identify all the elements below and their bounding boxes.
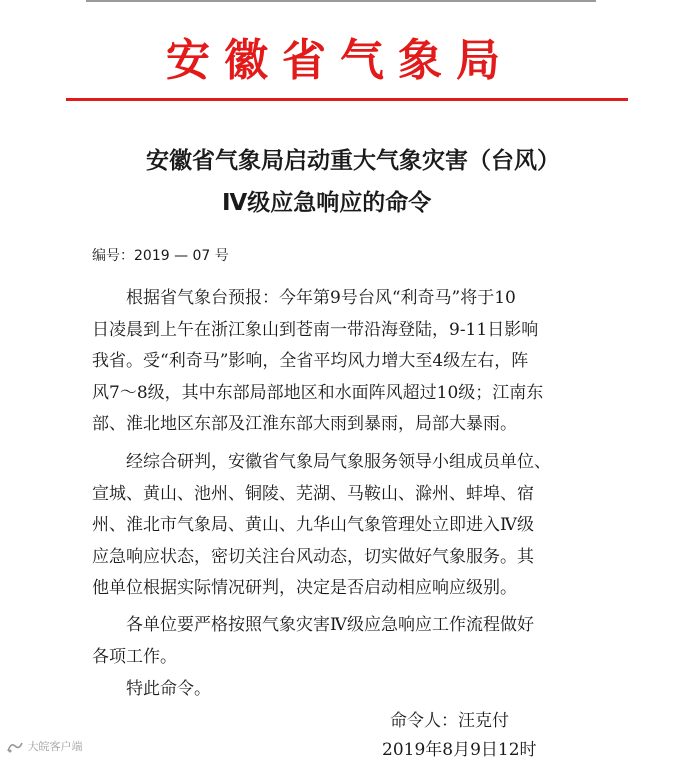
watermark-text: 大皖客户端 [27, 740, 83, 753]
body-paragraph-forecast: 根据省气象台预报：今年第9号台风“利奇马”将于10 日凌晨到上午在浙江象山到苍南一带沿海登陆，9-11日影响 我省。受“利奇马”影响，全省平均风力增大至4级左右，阵 风7～8级，其中东部局部地区和水面阵风超过10级；江南东 部、淮北地区东部及江淮东部大雨到暴雨，局部大暴雨。 [92, 288, 544, 434]
top-border-line [86, 0, 596, 2]
watermark [6, 738, 83, 754]
red-divider [66, 98, 628, 101]
document-number: 编号：2019 — 07 号 [92, 248, 229, 264]
agency-header: 安徽省气象局 [166, 35, 514, 86]
body-paragraph-closing: 特此命令。 [92, 679, 211, 699]
document-title-line2: Ⅳ级应急响应的命令 [222, 190, 432, 216]
body-paragraph-response: 经综合研判，安徽省气象局气象服务领导小组成员单位、 宣城、黄山、池州、铜陵、芜湖、马鞍山、滁州、蚌埠、宿 州、淮北市气象局、黄山、九华山气象管理处立即进入Ⅳ级 应急响应状态，密切关注台风动态，切实做好气象服务。其 他单位根据实际情况研判，决定是否启动相应响应级别。 [92, 452, 551, 598]
document-title-line1: 安徽省气象局启动重大气象灾害（台风） [146, 148, 560, 174]
issue-date: 2019年8月9日12时 [382, 740, 537, 760]
body-paragraph-requirement: 各单位要严格按照气象灾害Ⅳ级应急响应工作流程做好 各项工作。 [92, 615, 534, 667]
issuer-signature: 命令人：汪克付 [390, 711, 509, 731]
watermark-logo-icon [6, 740, 24, 754]
